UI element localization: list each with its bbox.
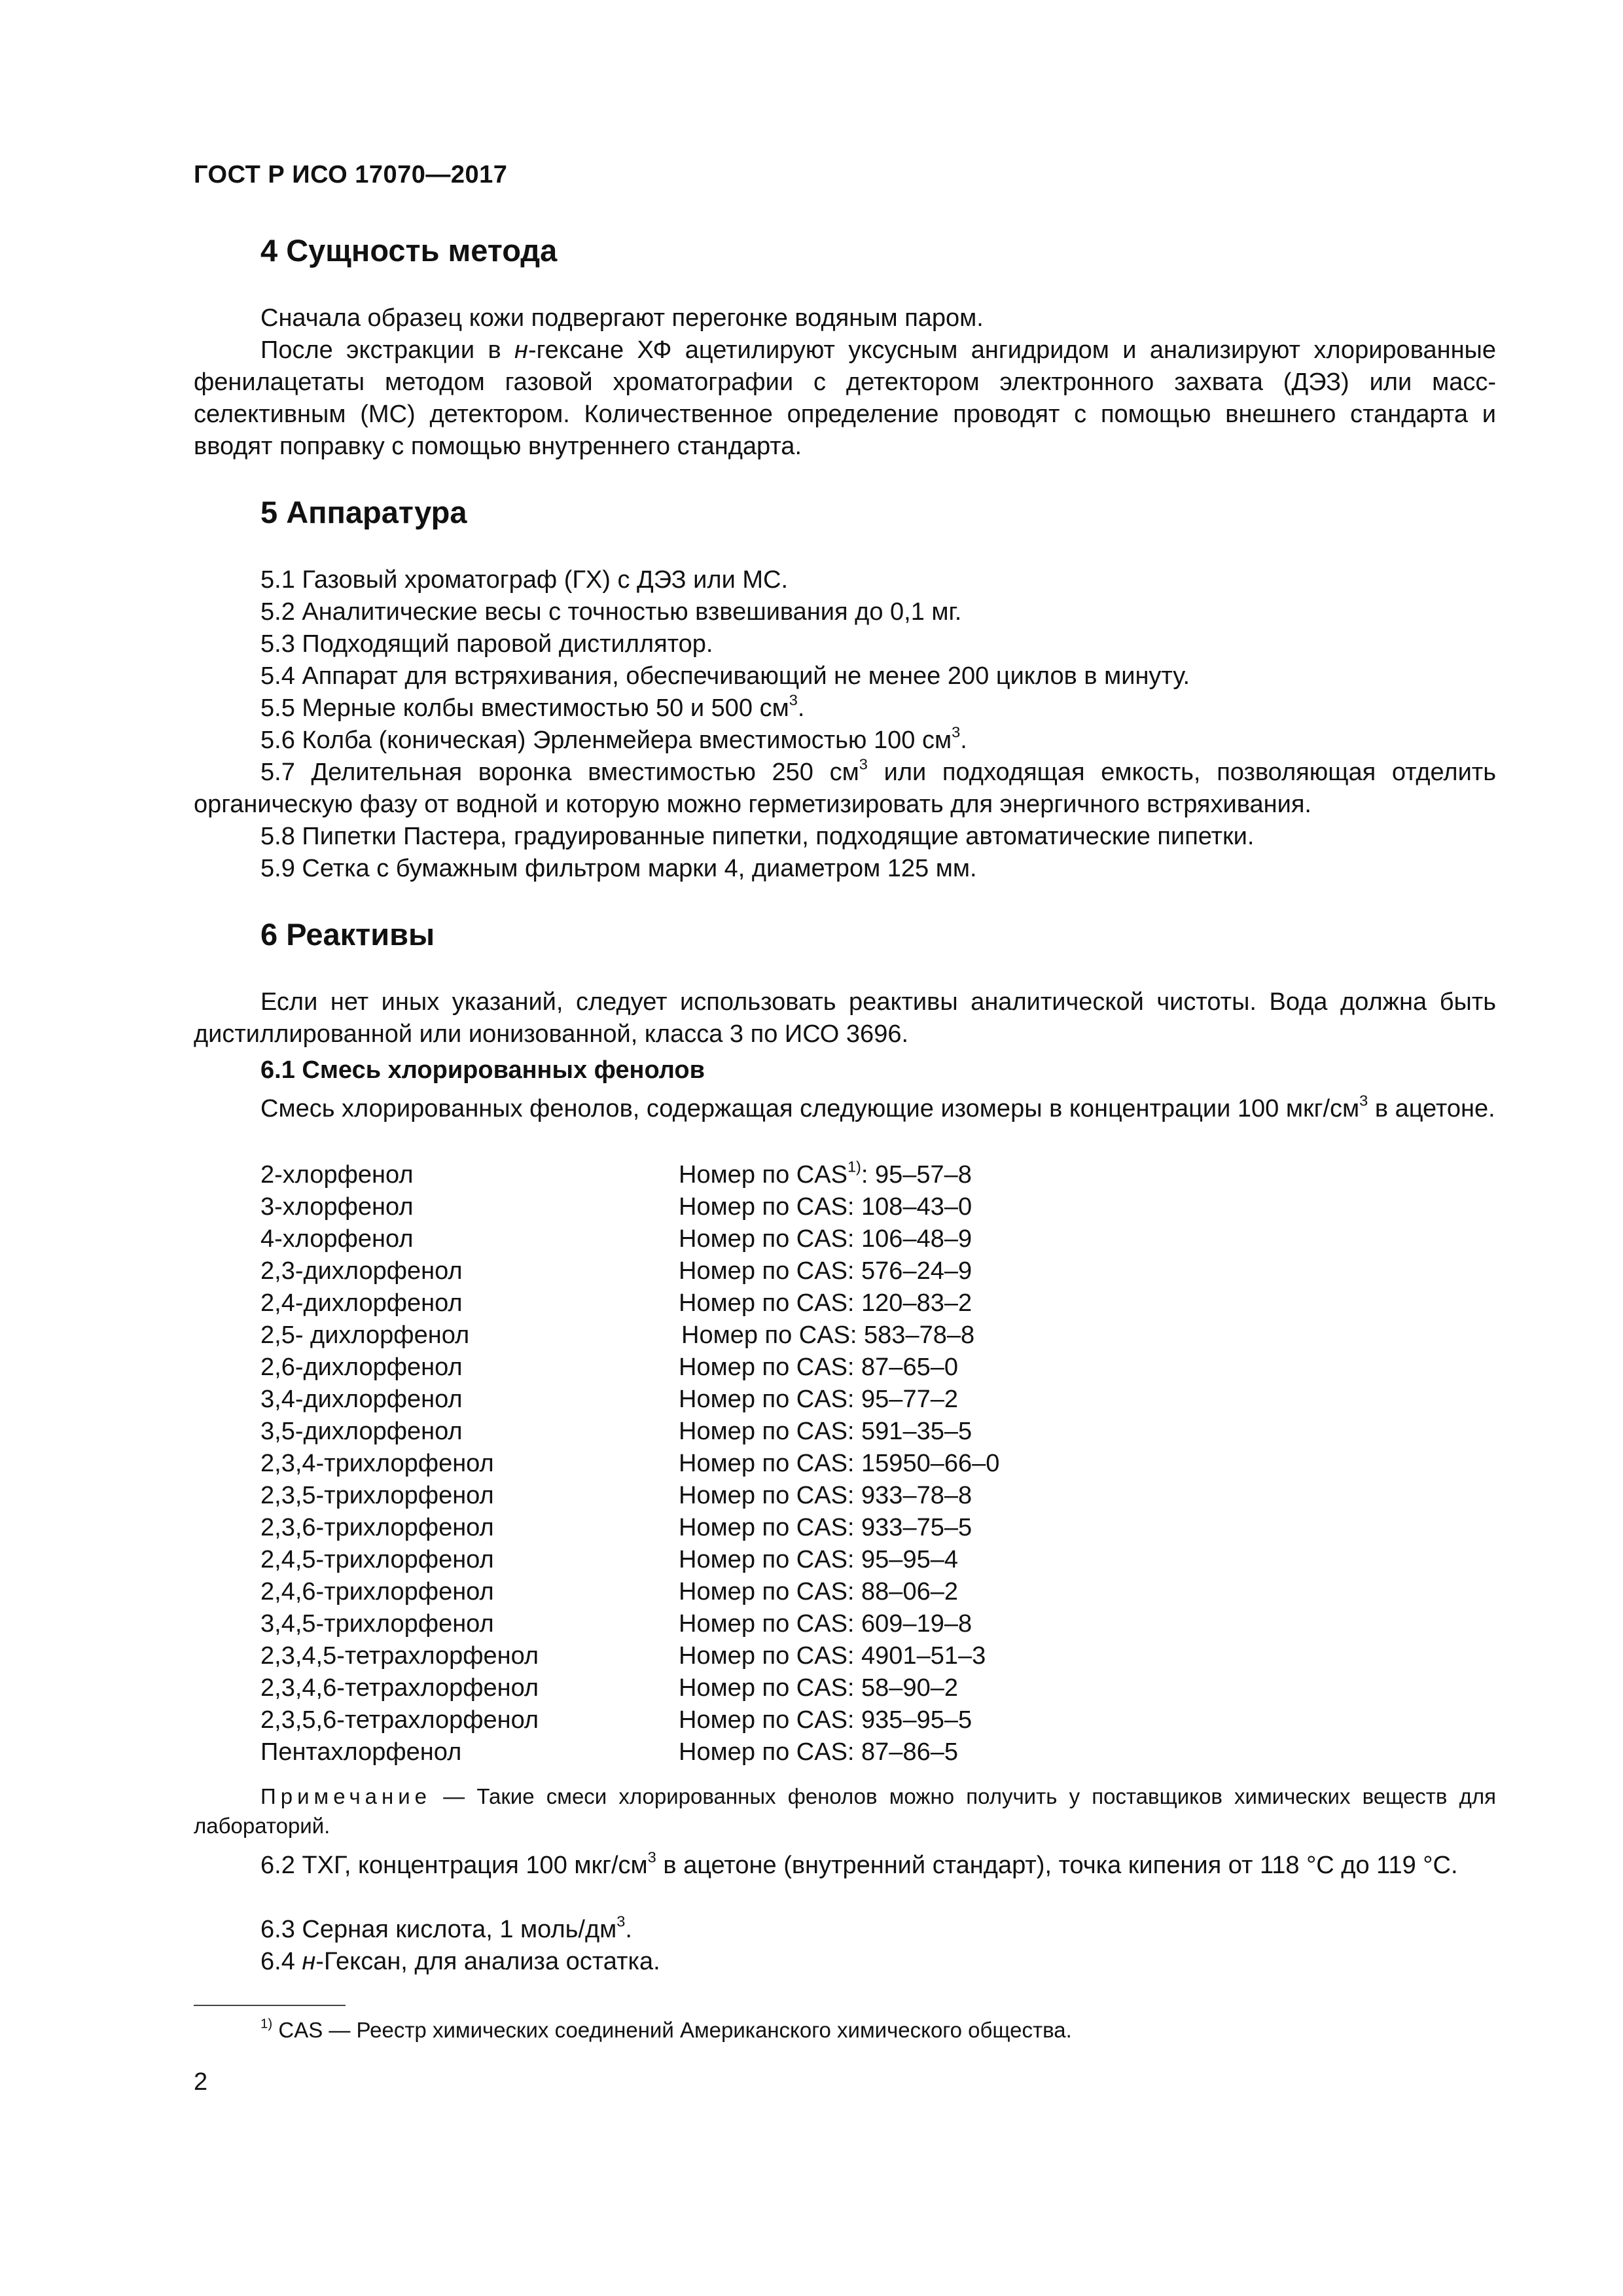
- compound-name: 3,4-дихлорфенол: [260, 1386, 463, 1413]
- footnote-divider: [194, 2005, 346, 2006]
- section-6-title: 6 Реактивы: [260, 917, 435, 952]
- section-4-para-1: Сначала образец кожи подвергают перегонке водяным паром.: [260, 304, 984, 332]
- footnote: [260, 2018, 1072, 2043]
- cas-number: Номер по CAS: 88–06–2: [679, 1578, 958, 1605]
- compound-name: 2-хлорфенол: [260, 1161, 414, 1189]
- compound-name: 3-хлорфенол: [260, 1193, 414, 1221]
- cas-number: Номер по CAS: 935–95–5: [679, 1706, 972, 1734]
- reagents-intro: Если нет иных указаний, следует использовать реактивы аналитической чистоты. Вода должна быть дистиллированной или ионизованной, класса 3 по ИСО 3696.: [194, 988, 1496, 1048]
- section-4-title: 4 Сущность метода: [260, 233, 558, 268]
- cas-number: Номер по CAS: 58–90–2: [679, 1674, 958, 1702]
- note-text: — Такие смеси хлорированных фенолов можно получить у поставщиков химических веществ для лабораторий.: [194, 1784, 1496, 1838]
- compound-name: 3,5-дихлорфенол: [260, 1418, 463, 1445]
- compound-name: 3,4,5-трихлорфенол: [260, 1610, 494, 1638]
- cas-number: Номер по CAS: 87–65–0: [679, 1354, 958, 1381]
- reagent-item: 6.3 Серная кислота, 1 моль/$дм^3$.: [260, 1912, 632, 1943]
- compound-name: 2,5- дихлорфенол: [260, 1321, 470, 1349]
- compound-name: 2,6-дихлорфенол: [260, 1354, 463, 1381]
- section-4-para-2: После экстракции в н-гексане ХФ ацетилируют уксусным ангидридом и анализируют хлорированные фенилацетаты методом газовой хроматографии с детектором электронного захвата (ДЭЗ) или масс-селективным (МС) детектором. Количественное определение проводят с помощью внешнего стандарта и вводят поправку с помощью внутреннего стандарта.: [194, 336, 1497, 460]
- cas-number: Номер по CAS: 4901–51–3: [679, 1642, 986, 1670]
- cas-number: Номер по CAS: 106–48–9: [679, 1225, 972, 1253]
- standard-header: ГОСТ Р ИСО 17070—2017: [194, 161, 508, 188]
- cas-number: Номер по CAS: 933–75–5: [679, 1514, 972, 1541]
- cas-number: Номер по CAS: 108–43–0: [679, 1193, 972, 1221]
- note: [194, 1782, 1496, 1840]
- compound-name: 2,3,5,6-тетрахлорфенол: [260, 1706, 539, 1734]
- footnote-marker: 1): [260, 2016, 273, 2032]
- apparatus-item: 5.2 Аналитические весы с точностью взвешивания до 0,1 мг.: [260, 598, 962, 626]
- cas-number: Номер по CAS: 933–78–8: [679, 1482, 972, 1509]
- subsection-6-1-text: Смесь хлорированных фенолов, содержащая следующие изомеры в концентрации 100 мкг/$см^3$ в ацетоне.: [260, 1092, 1495, 1122]
- apparatus-item: 5.9 Сетка с бумажным фильтром марки 4, диаметром 125 мм.: [260, 855, 977, 882]
- cas-number: Номер по CAS: 87–86–5: [679, 1738, 958, 1766]
- cas-number: Номер по CAS: 583–78–8: [681, 1321, 975, 1349]
- note-label: Примечание: [260, 1784, 432, 1808]
- compound-name: Пентахлорфенол: [260, 1738, 462, 1766]
- footnote-text: CAS — Реестр химических соединений Американского химического общества.: [272, 2018, 1072, 2042]
- section-5-title: 5 Аппаратура: [260, 495, 467, 529]
- apparatus-item: 5.8 Пипетки Пастера, градуированные пипетки, подходящие автоматические пипетки.: [260, 823, 1255, 850]
- compound-name: 2,3,4,6-тетрахлорфенол: [260, 1674, 539, 1702]
- cas-number: Номер по CAS: 15950–66–0: [679, 1450, 1000, 1477]
- compound-name: 2,3,4,5-тетрахлорфенол: [260, 1642, 539, 1670]
- compound-name: 2,3-дихлорфенол: [260, 1257, 463, 1285]
- cas-number: Номер по CAS: 95–77–2: [679, 1386, 958, 1413]
- reagent-item: 6.4 н-Гексан, для анализа остатка.: [260, 1948, 660, 1975]
- apparatus-item: 5.1 Газовый хроматограф (ГХ) с ДЭЗ или МС.: [260, 566, 789, 594]
- compound-name: 2,3,4-трихлорфенол: [260, 1450, 494, 1477]
- reagent-item: 6.2 ТХГ, концентрация 100 мкг/$см^3$ в ацетоне (внутренний стандарт), точка кипения от 118 °С до 119 °С.: [260, 1848, 1458, 1879]
- cas-number: Номер по CAS: 609–19–8: [679, 1610, 972, 1638]
- cas-number: Номер по CAS: 120–83–2: [679, 1289, 972, 1317]
- subsection-6-1-title: 6.1 Смесь хлорированных фенолов: [260, 1056, 705, 1084]
- compound-name: 2,4-дихлорфенол: [260, 1289, 463, 1317]
- cas-number: Номер по CAS: 95–95–4: [679, 1546, 958, 1573]
- cas-number: Номер по CAS$^{1)}$: 95–57–8: [679, 1158, 972, 1189]
- cas-number: Номер по CAS: 591–35–5: [679, 1418, 972, 1445]
- compound-name: 2,4,6-трихлорфенол: [260, 1578, 494, 1605]
- apparatus-item: 5.5 Мерные колбы вместимостью 50 и 500 $см^3$.: [260, 691, 805, 722]
- apparatus-item: 5.4 Аппарат для встряхивания, обеспечивающий не менее 200 циклов в минуту.: [260, 662, 1190, 690]
- compound-name: 2,3,5-трихлорфенол: [260, 1482, 494, 1509]
- apparatus-item: 5.3 Подходящий паровой дистиллятор.: [260, 630, 713, 658]
- compound-name: 2,4,5-трихлорфенол: [260, 1546, 494, 1573]
- compound-name: 2,3,6-трихлорфенол: [260, 1514, 494, 1541]
- page-number: 2: [194, 2068, 208, 2096]
- apparatus-item: 5.7 Делительная воронка вместимостью 250 $см^3$ или подходящая емкость, позволяющая отделить органическую фазу от водной и которую можно герметизировать для энергичного встряхивания.: [194, 755, 1496, 818]
- apparatus-item: 5.6 Колба (коническая) Эрленмейера вместимостью 100 $см^3$.: [260, 723, 967, 754]
- compound-name: 4-хлорфенол: [260, 1225, 414, 1253]
- cas-number: Номер по CAS: 576–24–9: [679, 1257, 972, 1285]
